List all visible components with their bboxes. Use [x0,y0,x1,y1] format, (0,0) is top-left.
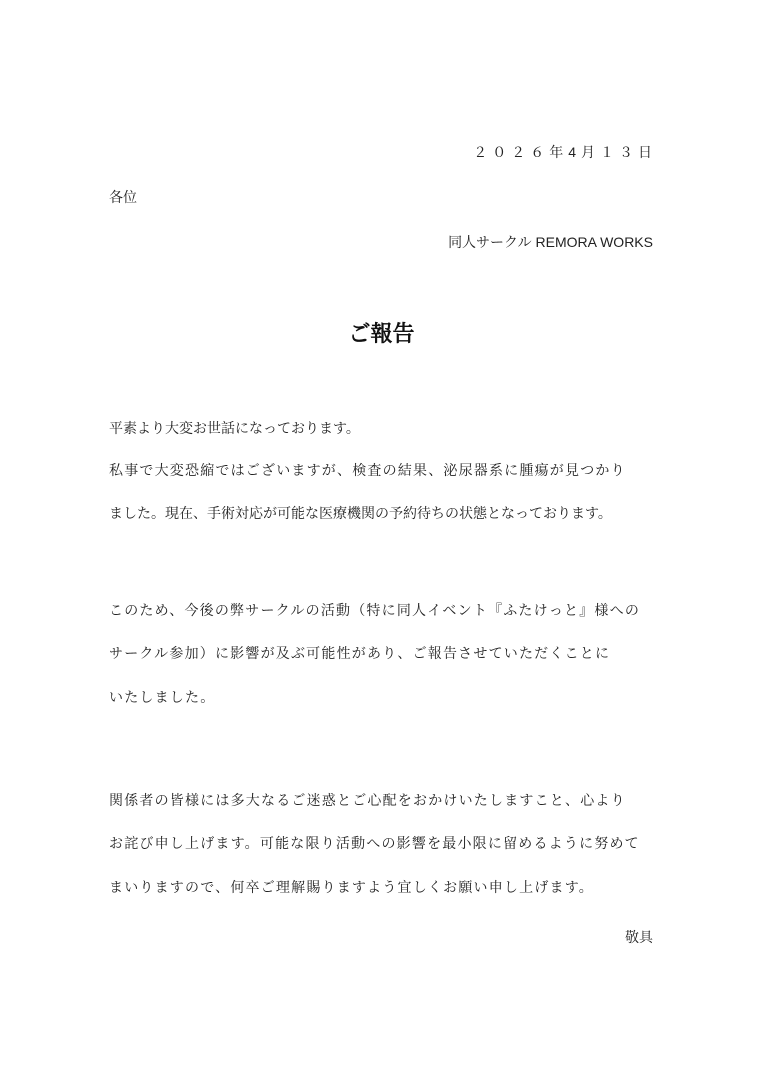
body-line: まいりますので、何卒ご理解賜りますよう宜しくお願い申し上げます。 [109,879,594,895]
date: ２０２６年4月１３日 [473,144,657,160]
body-line: 私事で大変恐縮ではございますが、検査の結果、泌尿器系に腫瘍が見つかり [109,462,626,478]
body-line: サークル参加）に影響が及ぶ可能性があり、ご報告させていただくことに [109,645,611,661]
closing: 敬具 [625,929,653,945]
body-line: いたしました。 [109,689,216,705]
sender: 同人サークル REMORA WORKS [448,234,653,250]
body-line: 平素より大変お世話になっております。 [109,420,360,436]
document-title: ご報告 [348,321,415,346]
body-line: このため、今後の弊サークルの活動（特に同人イベント『ふたけっと』様への [109,602,641,618]
body-line: お詫び申し上げます。可能な限り活動への影響を最小限に留めるように努めて [109,835,640,851]
body-line: 関係者の皆様には多大なるご迷惑とご心配をおかけいたしますこと、心より [109,792,626,808]
recipient: 各位 [109,189,137,205]
body-line: ました。現在、手術対応が可能な医療機関の予約待ちの状態となっております。 [109,505,612,521]
